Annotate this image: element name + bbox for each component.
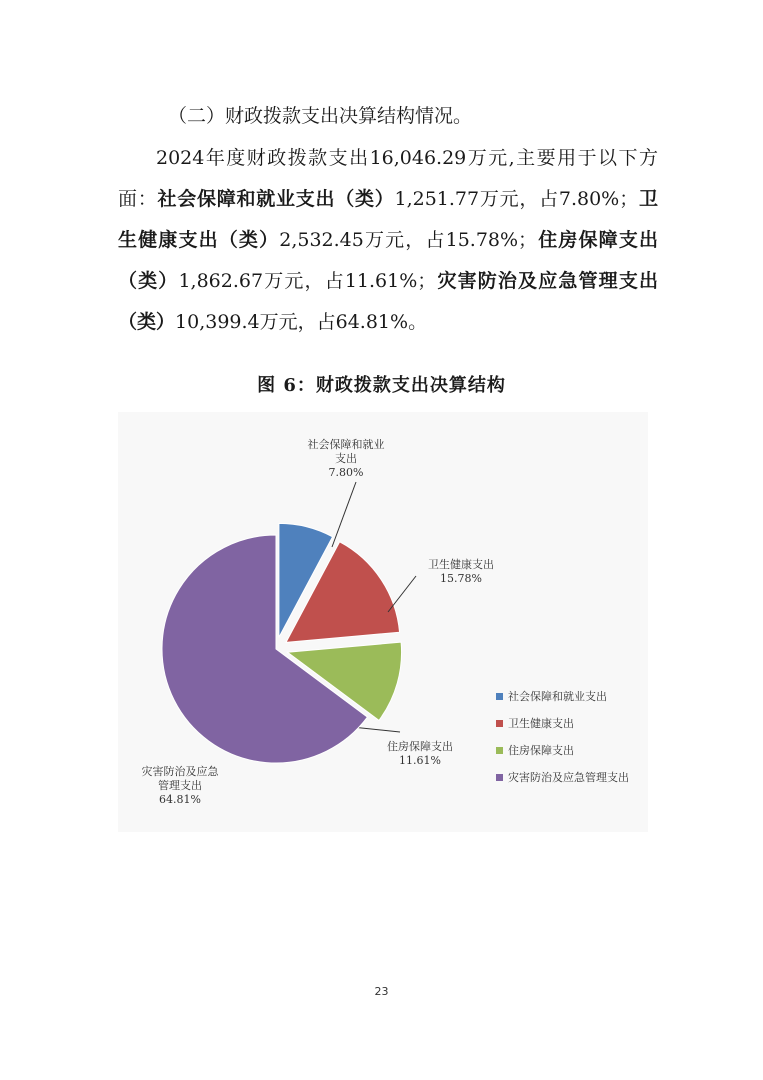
slice-label-0: 社会保障和就业支出 7.80% [307, 438, 385, 479]
pie-chart-svg [118, 412, 648, 832]
pie-chart [118, 412, 648, 832]
legend-swatch-0 [496, 693, 503, 700]
legend-entry-2: 住房保障支出 [508, 744, 574, 757]
slice-label-1: 卫生健康支出 15.78% [428, 558, 494, 585]
figure-title: 图 6：财政拨款支出决算结构 [257, 375, 506, 396]
item-text-3: 10,399.4万元，占64.81%。 [175, 311, 428, 333]
item-text-1: 2,532.45万元，占15.78%； [279, 229, 538, 251]
section-heading: （二）财政拨款支出决算结构情况。 [168, 105, 473, 127]
legend-swatch-1 [496, 720, 503, 727]
slice-label-3: 灾害防治及应急管理支出 64.81% [141, 765, 219, 806]
legend-swatch-3 [496, 774, 503, 781]
leader-line-1 [388, 576, 416, 612]
item-text-2: 1,862.67万元，占11.61%； [178, 270, 437, 292]
item-label-0: 社会保障和就业支出（类） [157, 188, 395, 210]
leader-line-0 [332, 482, 356, 547]
body-paragraph [118, 138, 658, 343]
legend-entry-0: 社会保障和就业支出 [508, 690, 607, 703]
page-number: 23 [374, 985, 389, 998]
item-label-1: 卫生健康支出（类） [118, 188, 658, 251]
item-text-0: 1,251.77万元，占7.80%； [394, 188, 639, 210]
legend-entry-1: 卫生健康支出 [508, 717, 574, 730]
leader-line-2 [352, 727, 400, 732]
intro-text: 2024年度财政拨款支出16,046.29万元,主要用于以下方面： [118, 147, 658, 210]
slice-label-2: 住房保障支出 11.61% [387, 740, 453, 767]
legend-entry-3: 灾害防治及应急管理支出 [508, 771, 629, 784]
item-label-3: 灾害防治及应急管理支出（类） [118, 270, 658, 333]
legend-swatch-2 [496, 747, 503, 754]
item-label-2: 住房保障支出（类） [118, 229, 658, 292]
